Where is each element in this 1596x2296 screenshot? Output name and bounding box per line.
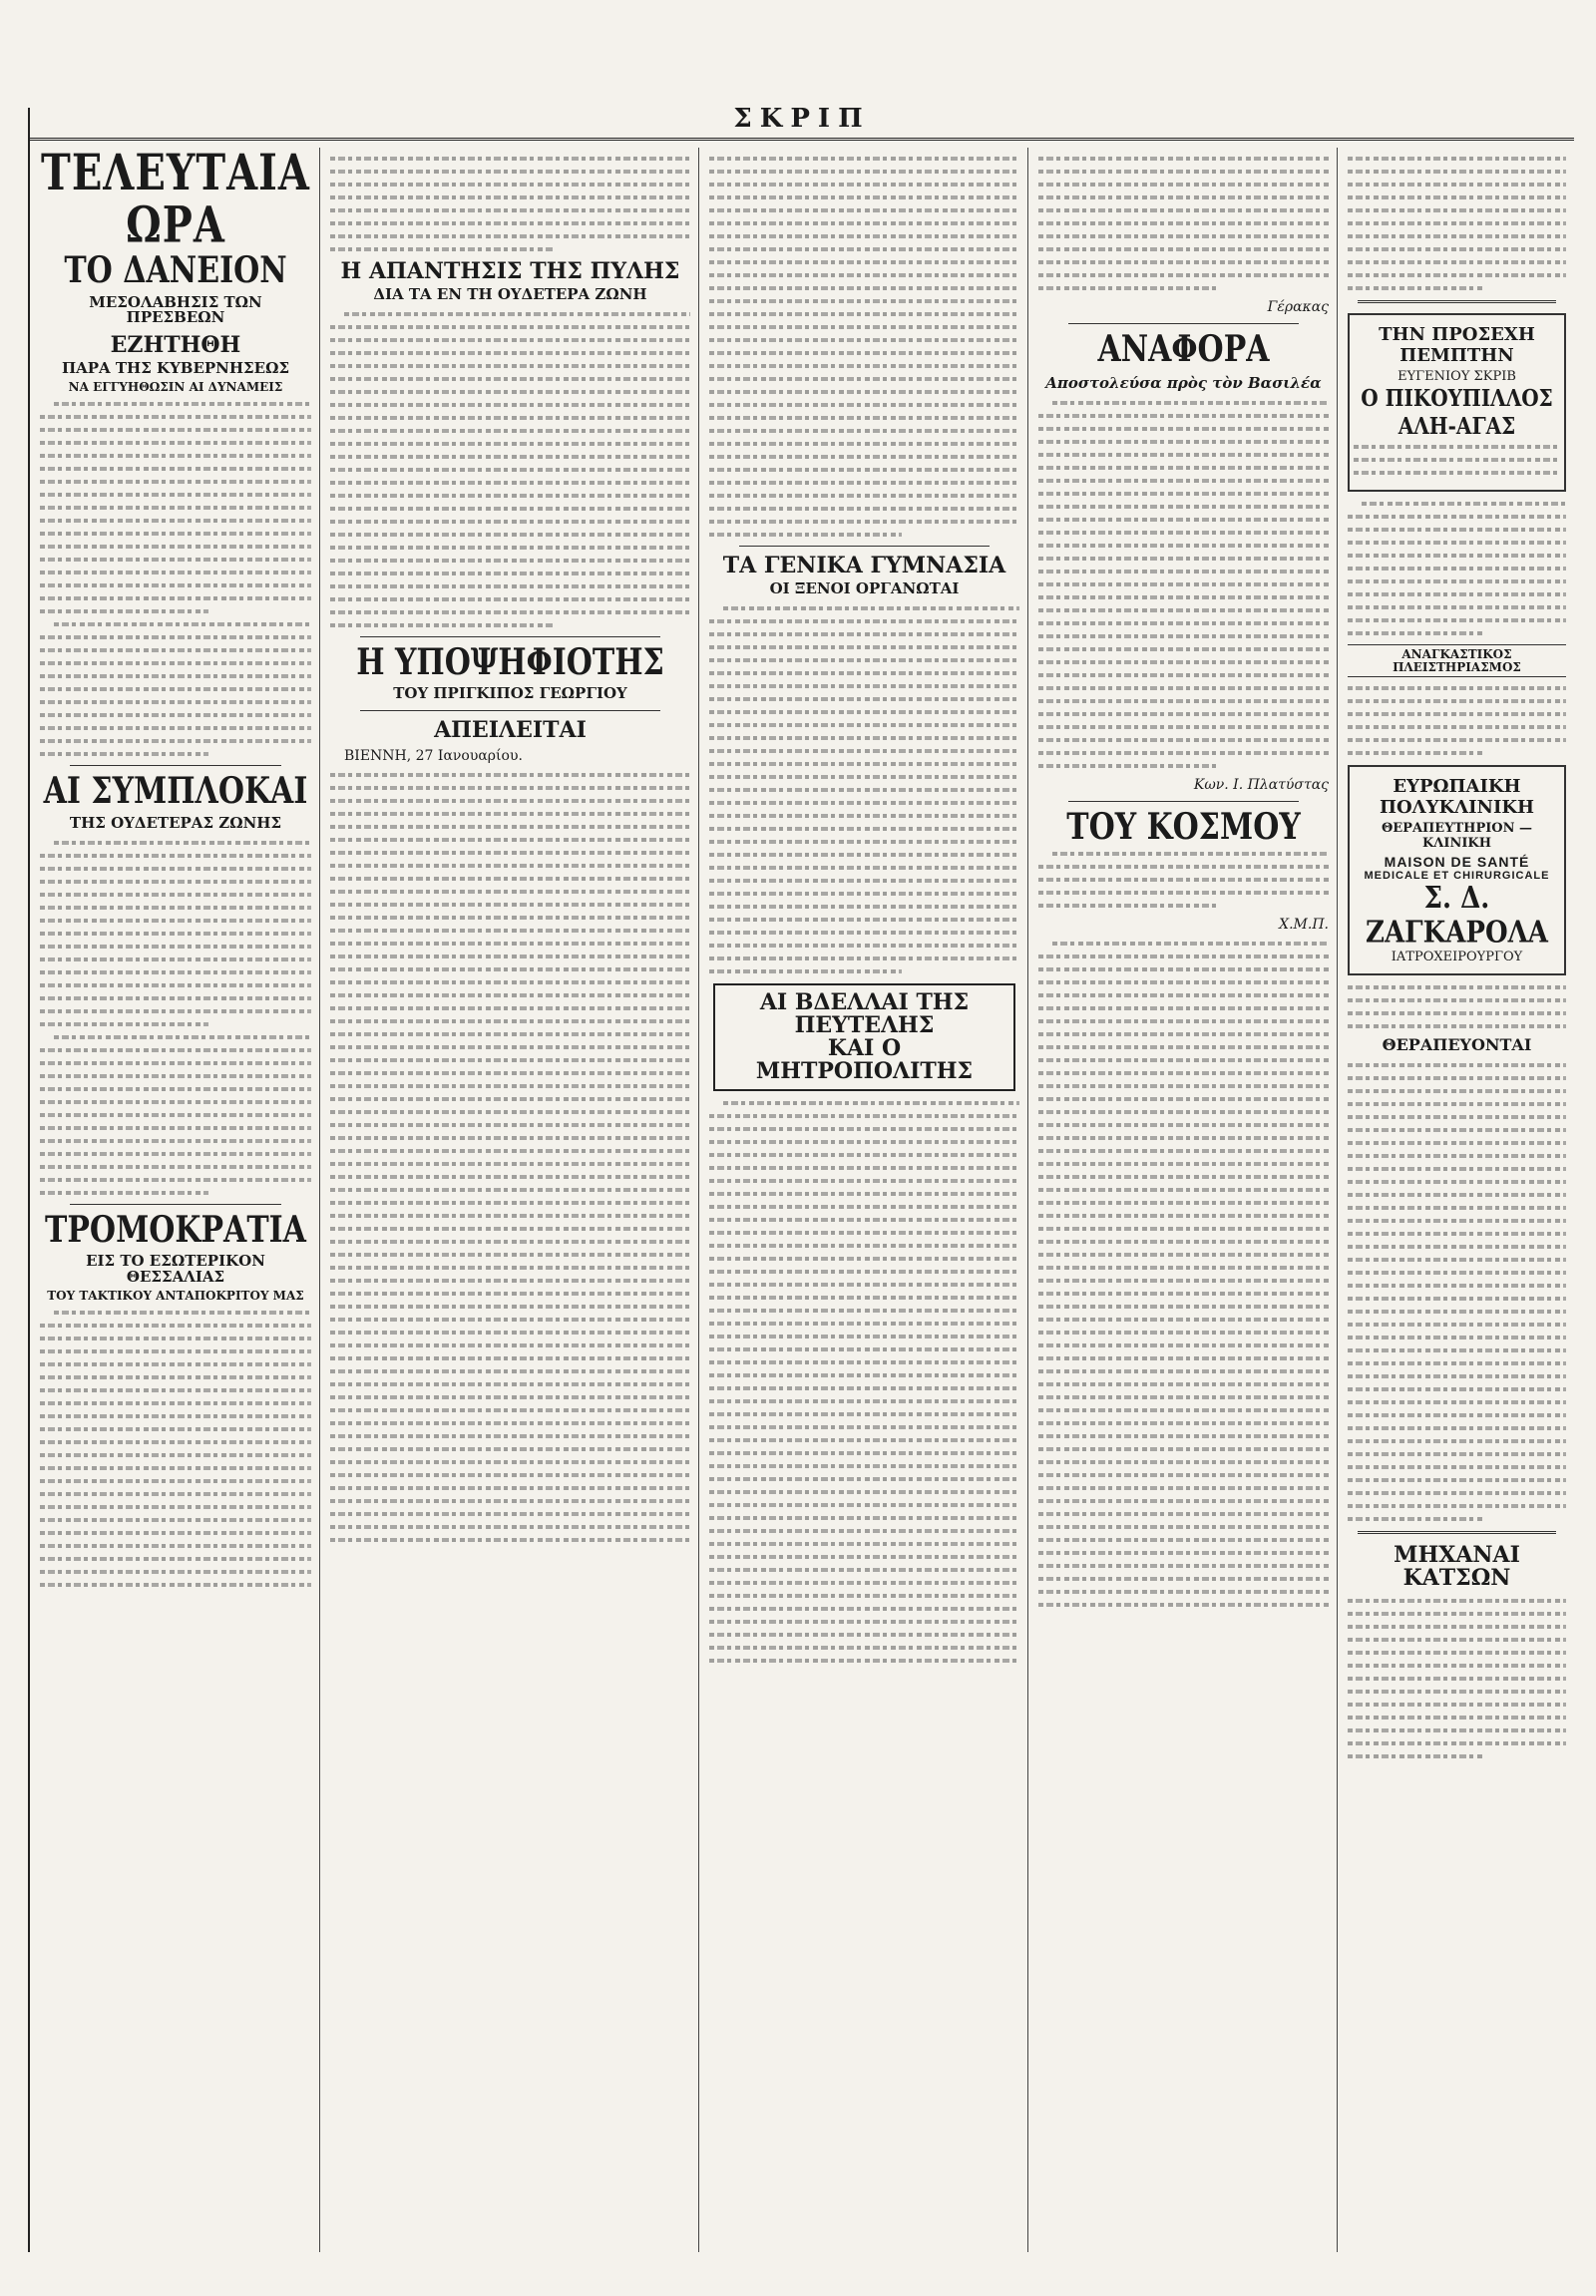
- story-world-body-2: [1038, 942, 1329, 1607]
- ad-polyclinic: [1348, 765, 1566, 975]
- divider: [1068, 801, 1299, 802]
- ad3-lat1: MAISON DE SANTÉ: [1384, 854, 1530, 871]
- divider: [70, 765, 281, 766]
- story-world-title: ΤΟΥ ΚΟΣΜΟΥ: [1066, 805, 1301, 848]
- story-leeches-sub: ΚΑΙ Ο ΜΗΤΡΟΠΟΛΙΤΗΣ: [755, 1035, 974, 1085]
- divider: [739, 546, 990, 547]
- story-loan-sub2: ΕΖΗΤΗΘΗ: [110, 332, 241, 358]
- story-loan-title: ΤΟ ΔΑΝΕΙΟΝ: [64, 249, 287, 292]
- masthead-rule: [30, 138, 1574, 141]
- story-candidacy-sub: ΤΟΥ ΠΡΙΓΚΙΠΟΣ ΓΕΩΡΓΙΟΥ: [393, 684, 627, 703]
- ad4-title: ΜΗΧΑΝΑΙ ΚΑΤΣΩΝ: [1394, 1541, 1520, 1592]
- story-loan-body: [40, 402, 311, 756]
- column-5-ads: [1337, 148, 1574, 2252]
- ads-body-2: [1348, 502, 1566, 635]
- ad1-sub: ΕΥΓΕΝΙΟΥ ΣΚΡΙΒ: [1397, 369, 1516, 384]
- story-candidacy-title: Η ΥΠΟΨΗΦΙΟΤΗΣ: [356, 641, 664, 684]
- ad3-lat2: MEDICALE ET CHIRURGICALE: [1364, 870, 1550, 883]
- story-gymnasia-body: [709, 606, 1019, 973]
- signoff-platystas: Κων. Ι. Πλατύστας: [1193, 776, 1329, 793]
- divider: [70, 1204, 281, 1205]
- divider: [1068, 323, 1299, 324]
- divider: [1358, 1531, 1556, 1534]
- masthead: ΣΚΡΙΠ: [733, 104, 871, 134]
- ad3-title: ΕΥΡΩΠΑΙΚΗ ΠΟΛΥΚΛΙΝΙΚΗ: [1379, 776, 1535, 819]
- signoff-gerakas: Γέρακας: [1267, 299, 1329, 315]
- story-world-body: [1038, 852, 1329, 908]
- story-terror-body: [40, 1311, 311, 1587]
- column-3: [698, 148, 1027, 2252]
- divider: [360, 710, 660, 711]
- story-cont-body: [330, 157, 690, 251]
- ad4-body: [1348, 1599, 1566, 1758]
- ad2-title: ΑΝΑΓΚΑΣΤΙΚΟΣ ΠΛΕΙΣΤΗΡΙΑΣΜΟΣ: [1348, 644, 1566, 677]
- story-terror-title: ΤΡΟΜΟΚΡΑΤΙΑ: [45, 1209, 306, 1252]
- story-candidacy-body: [330, 748, 690, 1542]
- ad3-therap: ΘΕΡΑΠΕΥΟΝΤΑΙ: [1382, 1035, 1532, 1055]
- story-terror-sub: ΕΙΣ ΤΟ ΕΣΩΤΕΡΙΚΟΝ ΘΕΣΣΑΛΙΑΣ: [86, 1252, 265, 1286]
- signoff-xmp: Χ.Μ.Π.: [1279, 917, 1329, 933]
- divider: [1358, 300, 1556, 303]
- story-leeches-body: [709, 1101, 1019, 1663]
- story-report-sub: Αποστολεύσα πρὸς τὸν Βασιλέα: [1045, 373, 1322, 392]
- ad2-body: [1348, 686, 1566, 755]
- story-clashes-title: ΑΙ ΣΥΜΠΛΟΚΑΙ: [43, 770, 308, 813]
- dateline: ΒΙΕΝΝΗ, 27 Ιανουαρίου.: [344, 748, 523, 765]
- story-leeches-title: [713, 983, 1015, 1091]
- ad3-sub: ΘΕΡΑΠΕΥΤΗΡΙΟΝ — ΚΛΙΝΙΚΗ: [1381, 821, 1533, 852]
- story-terror-sub2: ΤΟΥ ΤΑΚΤΙΚΟΥ ΑΝΤΑΠΟΚΡΙΤΟΥ ΜΑΣ: [47, 1288, 304, 1303]
- ad3-role: ΙΑΤΡΟΧΕΙΡΟΥΡΓΟΥ: [1391, 950, 1523, 965]
- newspaper-page: [28, 104, 1574, 2252]
- story-gymnasia-sub: ΟΙ ΞΕΝΟΙ ΟΡΓΑΝΩΤΑΙ: [769, 579, 960, 598]
- story-report-body: [1038, 401, 1329, 768]
- column-1: [30, 148, 319, 2252]
- headline-last-hour: ΤΕΛΕΥΤΑΙΑ ΩΡΑ: [41, 148, 310, 254]
- ad1-name: Ο ΠΙΚΟΥΠΙΛΛΟΣ ΑΛΗ-ΑΓΑΣ: [1361, 384, 1553, 440]
- story-clashes-body: [40, 841, 311, 1195]
- story-leeches-title-text: ΑΙ ΒΔΕΛΛΑΙ ΤΗΣ ΠΕΥΤΕΛΗΣ: [759, 988, 970, 1038]
- story-report-title: ΑΝΑΦΟΡΑ: [1097, 328, 1270, 371]
- ads-top-body: [1348, 157, 1566, 290]
- story-porte-body: [330, 312, 690, 627]
- story-gymnasia-title: ΤΑ ΓΕΝΙΚΑ ΓΥΜΝΑΣΙΑ: [722, 553, 1006, 578]
- story-clashes-sub: ΤΗΣ ΟΥΔΕΤΕΡΑΣ ΖΩΝΗΣ: [69, 813, 282, 832]
- story-cont-body-4: [1038, 157, 1329, 290]
- column-2: [319, 148, 698, 2252]
- story-porte-title: Η ΑΠΑΝΤΗΣΙΣ ΤΗΣ ΠΥΛΗΣ: [340, 258, 680, 284]
- story-porte-sub: ΔΙΑ ΤΑ ΕΝ ΤΗ ΟΥΔΕΤΕΡΑ ΖΩΝΗ: [373, 285, 647, 304]
- story-candidacy-sub2: ΑΠΕΙΛΕΙΤΑΙ: [434, 717, 587, 744]
- story-loan-sub3: ΠΑΡΑ ΤΗΣ ΚΥΒΕΡΝΗΣΕΩΣ: [61, 359, 290, 378]
- divider: [360, 636, 660, 637]
- ad3-name: Σ. Δ. ΖΑΓΚΑΡΟΛΑ: [1366, 881, 1548, 951]
- ad3-body-2: [1348, 1063, 1566, 1521]
- story-cont-body-3: [709, 157, 1019, 537]
- column-4: [1027, 148, 1337, 2252]
- ad1-title: ΤΗΝ ΠΡΟΣΕΧΗ ΠΕΜΠΤΗΝ: [1379, 324, 1535, 366]
- ad-next-thursday: [1348, 313, 1566, 492]
- story-loan-sub4: ΝΑ ΕΓΓΥΗΘΩΣΙΝ ΑΙ ΔΥΝΑΜΕΙΣ: [68, 379, 283, 394]
- ad3-body: [1348, 985, 1566, 1028]
- story-loan-sub1: ΜΕΣΟΛΑΒΗΣΙΣ ΤΩΝ ΠΡΕΣΒΕΩΝ: [89, 292, 262, 327]
